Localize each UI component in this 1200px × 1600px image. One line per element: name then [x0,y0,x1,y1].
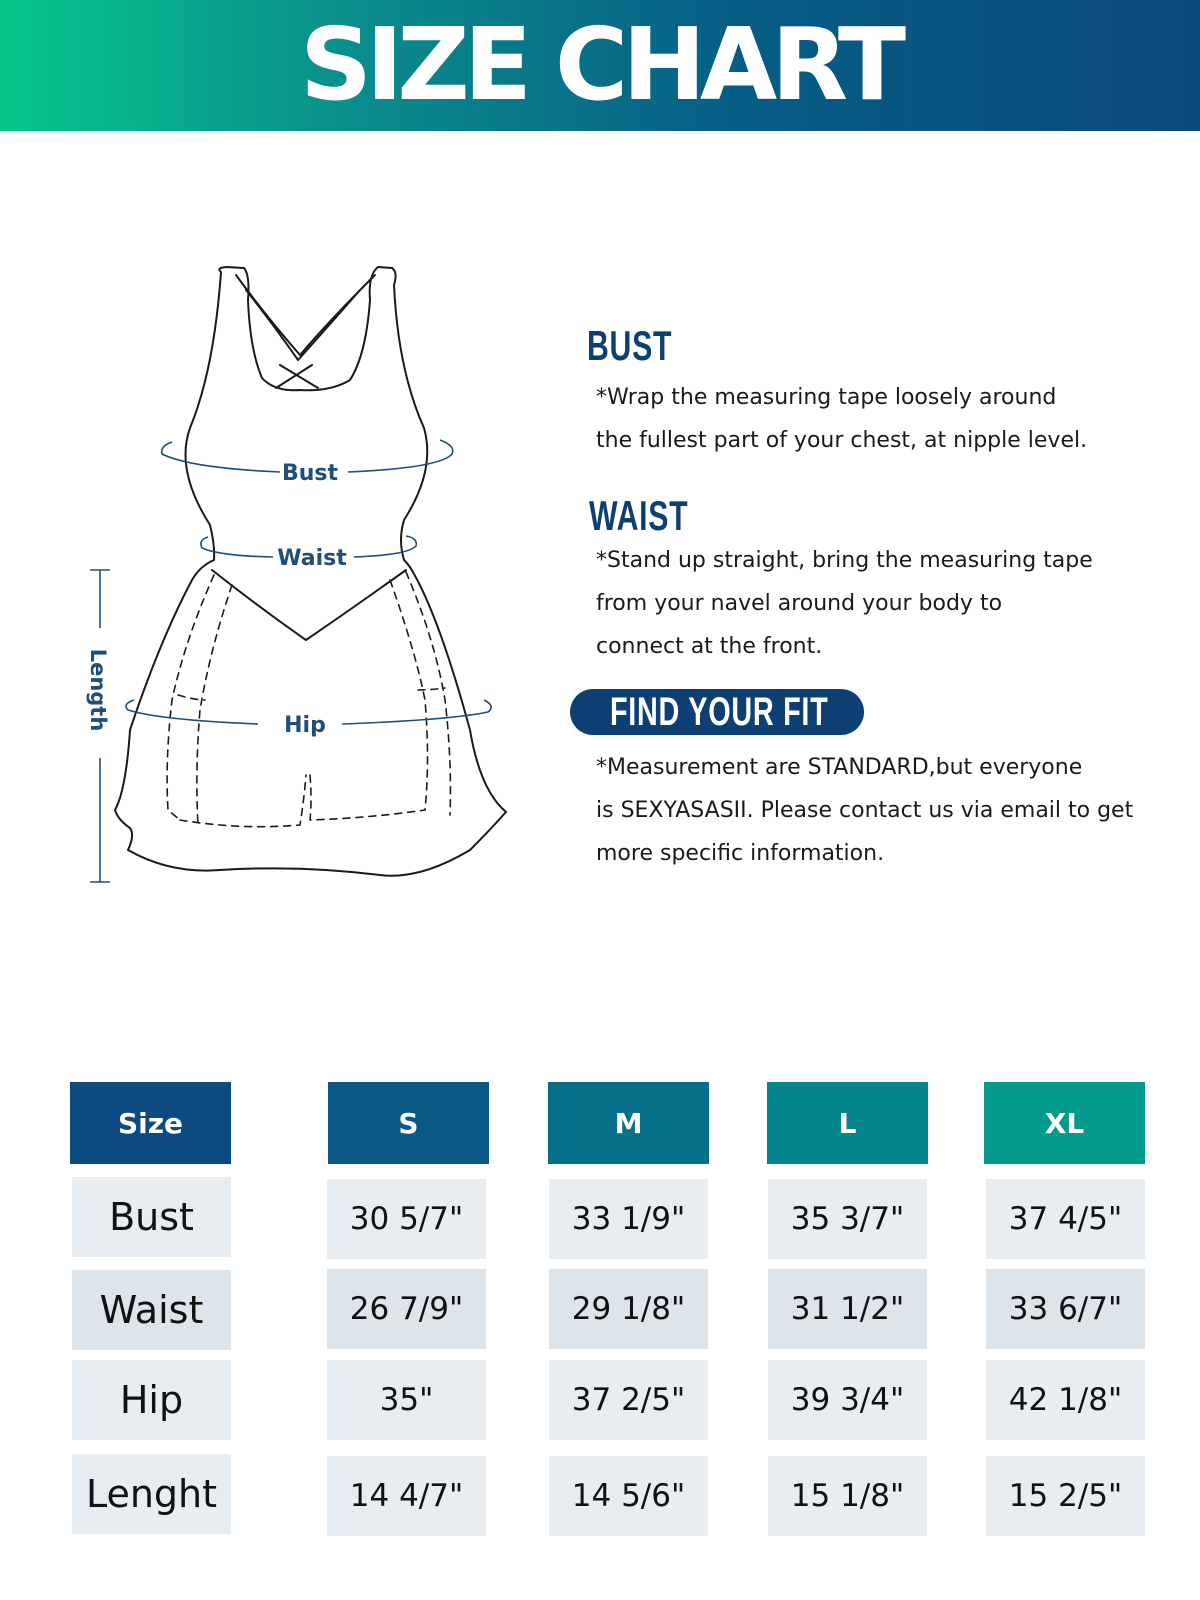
find-your-fit-badge [570,689,864,735]
bust-measure-label: Bust [281,461,339,486]
waist-line-1: *Stand up straight, bring the measuring tape [596,548,1093,573]
header-s [328,1082,489,1164]
cell-hip-l: 39 3/4" [768,1360,927,1440]
cell-hip-m: 37 2/5" [549,1360,708,1440]
row-label-bust: Bust [72,1177,231,1257]
fit-line-2: is SEXYASASII. Please contact us via email to get [596,798,1134,823]
cell-waist-l: 31 1/2" [768,1269,927,1349]
row-label-length: Lenght [72,1454,231,1534]
bust-heading: BUST [587,322,673,369]
waist-line-2: from your navel around your body to [596,591,1003,616]
bust-instructions [596,376,1176,462]
garment-illustration [80,255,520,895]
cell-length-l: 15 1/8" [768,1456,927,1536]
cell-bust-l: 35 3/7" [768,1179,927,1259]
bust-line-1: *Wrap the measuring tape loosely around [596,385,1057,410]
bust-line-2: the fullest part of your chest, at nipple level. [596,428,1088,453]
length-measure-label: Length [86,648,110,732]
page-title: SIZE CHART [299,6,901,123]
row-label-hip: Hip [72,1360,231,1440]
row-label-waist: Waist [72,1270,231,1350]
cell-length-xl: 15 2/5" [986,1456,1145,1536]
find-your-fit-label: FIND YOUR FIT [610,690,829,734]
waist-measure-label: Waist [277,546,347,571]
hip-measure-label: Hip [284,713,326,738]
cell-length-m: 14 5/6" [549,1456,708,1536]
title-banner [0,0,1200,131]
cell-hip-xl: 42 1/8" [986,1360,1145,1440]
header-size [70,1082,231,1164]
waist-heading: WAIST [589,492,689,539]
fit-line-3: more specific information. [596,841,885,866]
header-m-label: M [614,1106,643,1140]
cell-waist-s: 26 7/9" [327,1269,486,1349]
cell-length-s: 14 4/7" [327,1456,486,1536]
cell-waist-m: 29 1/8" [549,1269,708,1349]
header-xl-label: XL [1044,1106,1085,1140]
header-xl [984,1082,1145,1164]
header-l-label: L [838,1106,857,1140]
cell-hip-s: 35" [327,1360,486,1440]
header-m [548,1082,709,1164]
header-size-label: Size [117,1106,184,1140]
cell-bust-m: 33 1/9" [549,1179,708,1259]
waist-line-3: connect at the front. [596,634,823,659]
header-l [767,1082,928,1164]
cell-bust-s: 30 5/7" [327,1179,486,1259]
waist-instructions [596,539,1176,668]
header-s-label: S [398,1106,419,1140]
cell-bust-xl: 37 4/5" [986,1179,1145,1259]
fit-instructions [596,746,1176,875]
cell-waist-xl: 33 6/7" [986,1269,1145,1349]
fit-line-1: *Measurement are STANDARD,but everyone [596,755,1083,780]
